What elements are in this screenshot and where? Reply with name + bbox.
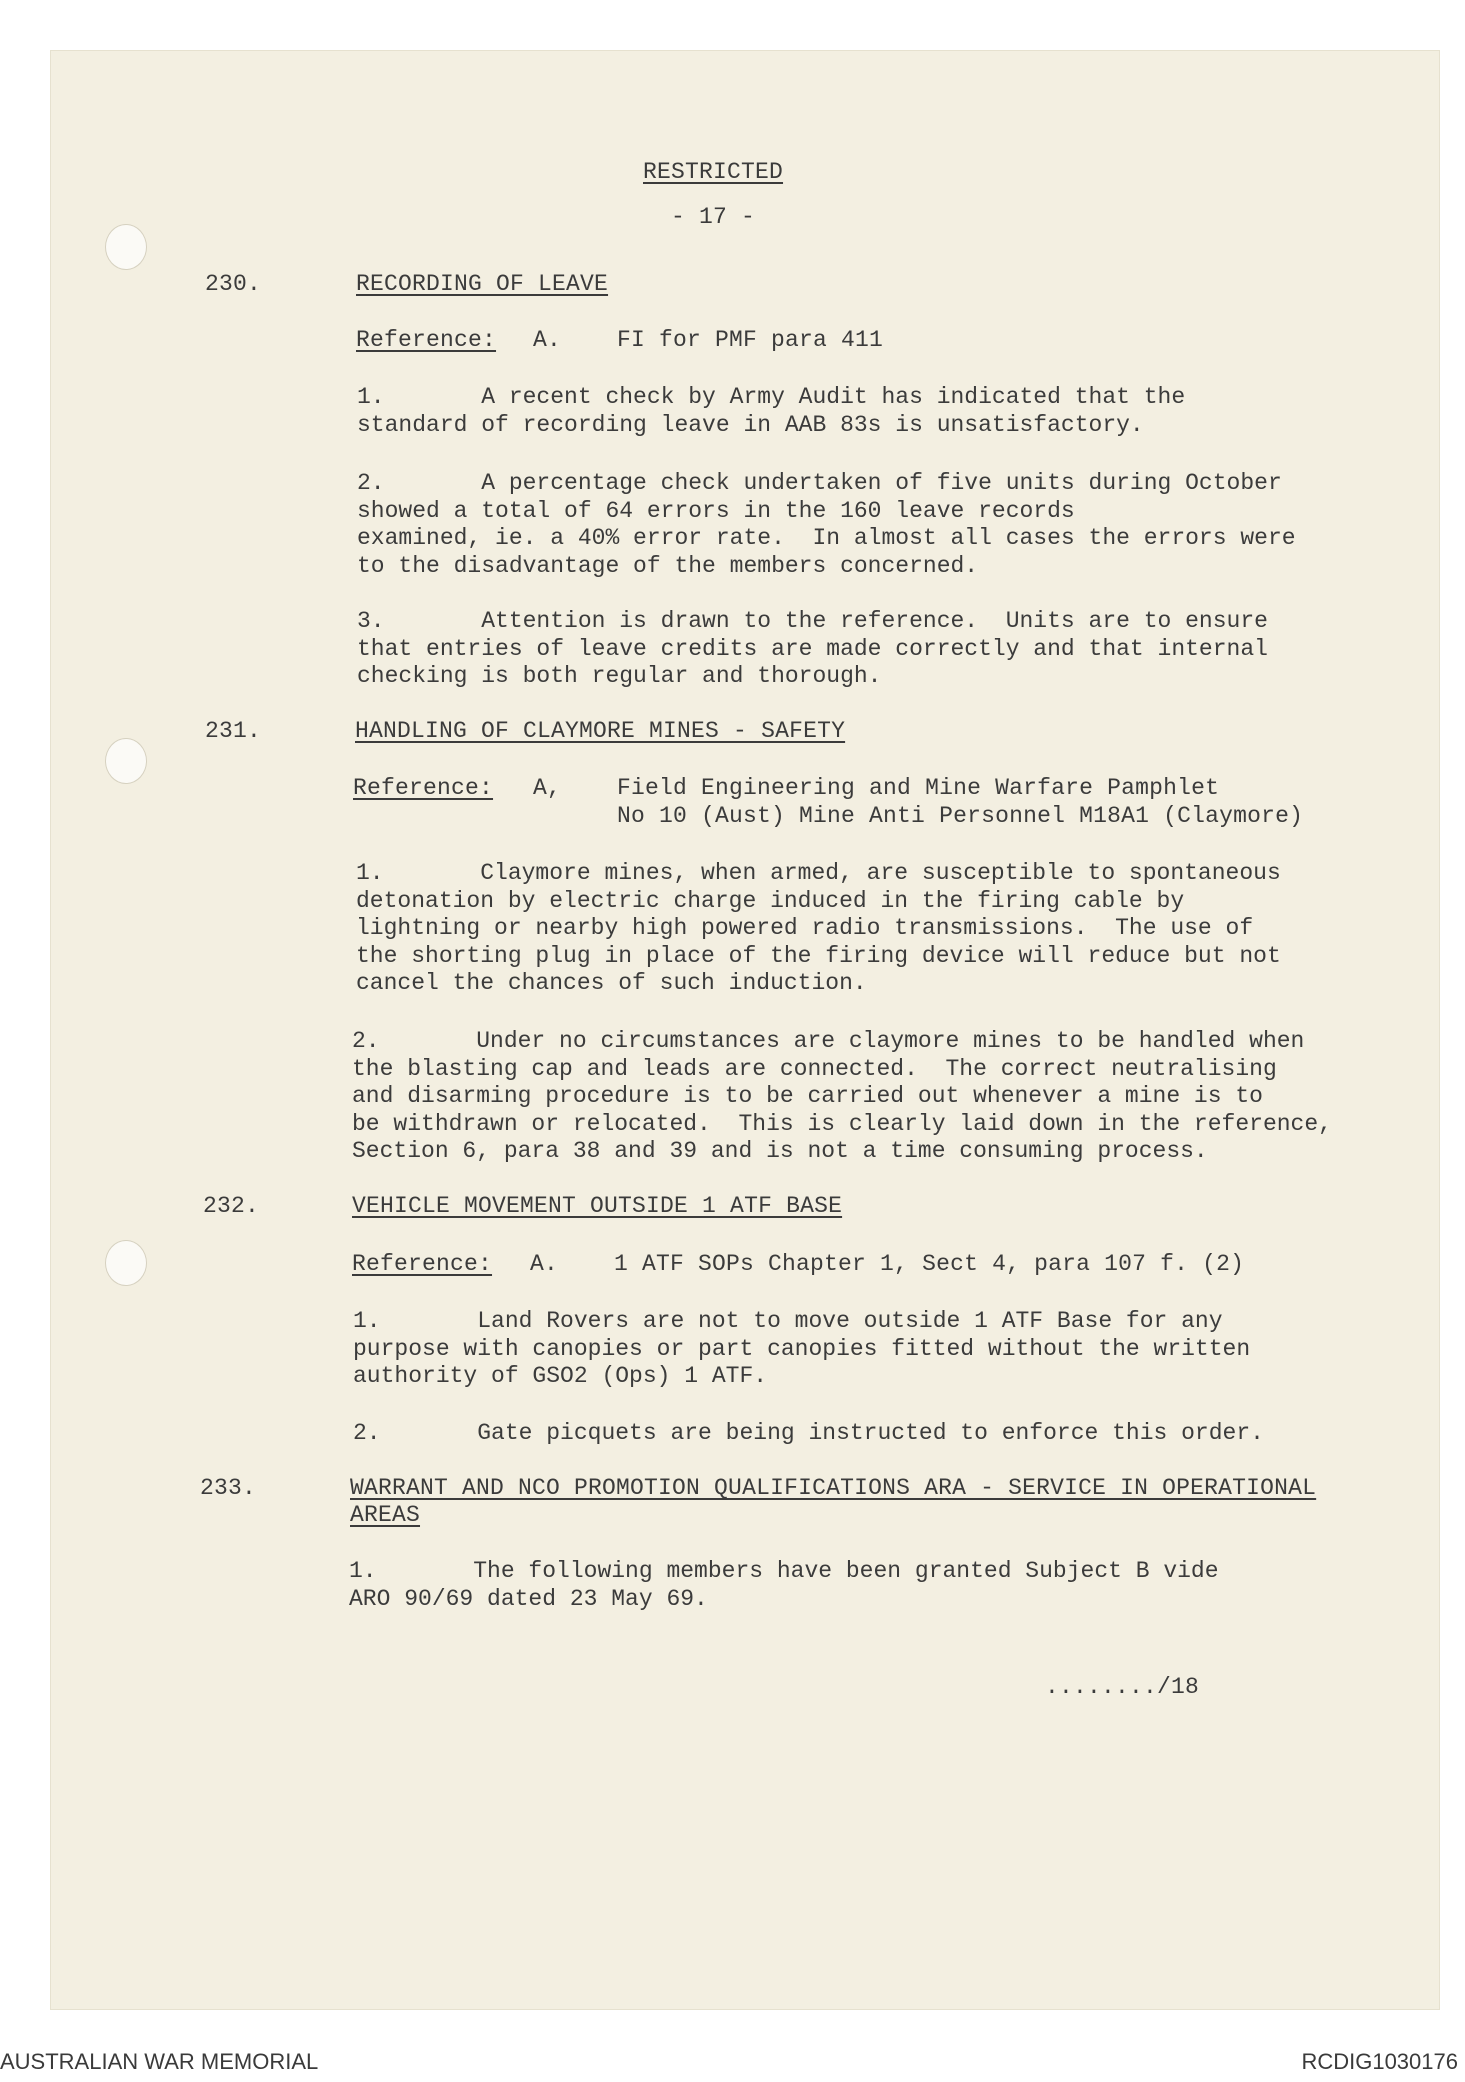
section-number: 233. [200, 1475, 257, 1501]
reference-label: Reference: [353, 775, 494, 801]
paragraph: 3. Attention is drawn to the reference. Units are to ensure that entries of leave credits are made correctly and that internal checking is both regular and thorough. [357, 608, 1268, 690]
page-number: - 17 - [671, 204, 756, 230]
reference-line: No 10 (Aust) Mine Anti Personnel M18A1 (Claymore) [533, 803, 1304, 829]
footer-id: RCDIG1030176 [1301, 2049, 1458, 2074]
section-number: 231. [205, 718, 262, 744]
section-title: WARRANT AND NCO PROMOTION QUALIFICATIONS ARA - SERVICE IN OPERATIONAL [350, 1475, 1317, 1501]
paragraph: 2. A percentage check undertaken of five units during October showed a total of 64 errors in the 160 leave records examined, ie. a 40% error rate. In almost all cases the errors were to the disadvantage of the members concerned. [357, 470, 1296, 579]
reference-label: Reference: [356, 327, 497, 353]
paragraph: 1. A recent check by Army Audit has indicated that the standard of recording leave in AAB 83s is unsatisfactory. [357, 384, 1186, 438]
reference-line: A. FI for PMF para 411 [533, 327, 884, 353]
punch-hole-top [105, 224, 147, 270]
section-title-continued: AREAS [350, 1502, 421, 1528]
section-number: 230. [205, 271, 262, 297]
punch-hole-bottom [105, 1240, 147, 1286]
reference-line: A. 1 ATF SOPs Chapter 1, Sect 4, para 107 f. (2) [530, 1251, 1245, 1277]
paragraph: 1. Claymore mines, when armed, are susceptible to spontaneous detonation by electric charge induced in the firing cable by lightning or nearby high powered radio transmissions. The use of the shorting plug in place of the firing device will reduce but not cancel the chances of such induction. [356, 860, 1281, 997]
continuation-marker: ......../18 [1045, 1674, 1200, 1700]
reference-label: Reference: [352, 1251, 493, 1277]
punch-hole-middle [105, 738, 147, 784]
section-number: 232. [203, 1193, 260, 1219]
section-title: RECORDING OF LEAVE [356, 271, 609, 297]
paragraph: 2. Under no circumstances are claymore mines to be handled when the blasting cap and leads are connected. The correct neutralising and disarming procedure is to be carried out whenever a mine is to be withdrawn or relocated. This is clearly laid down in the reference, Section 6, para 38 and 39 and is not a time consuming process. [352, 1028, 1332, 1165]
section-title: HANDLING OF CLAYMORE MINES - SAFETY [355, 718, 846, 744]
paragraph: 1. The following members have been granted Subject B vide ARO 90/69 dated 23 May 69. [349, 1558, 1219, 1612]
classification-heading: RESTRICTED [643, 159, 784, 185]
footer-source: AUSTRALIAN WAR MEMORIAL [0, 2049, 319, 2074]
paragraph: 2. Gate picquets are being instructed to enforce this order. [353, 1420, 1264, 1446]
paragraph: 1. Land Rovers are not to move outside 1 ATF Base for any purpose with canopies or part canopies fitted without the written authority of GSO2 (Ops) 1 ATF. [353, 1308, 1251, 1390]
reference-line: A, Field Engineering and Mine Warfare Pamphlet [533, 775, 1220, 801]
section-title: VEHICLE MOVEMENT OUTSIDE 1 ATF BASE [352, 1193, 843, 1219]
